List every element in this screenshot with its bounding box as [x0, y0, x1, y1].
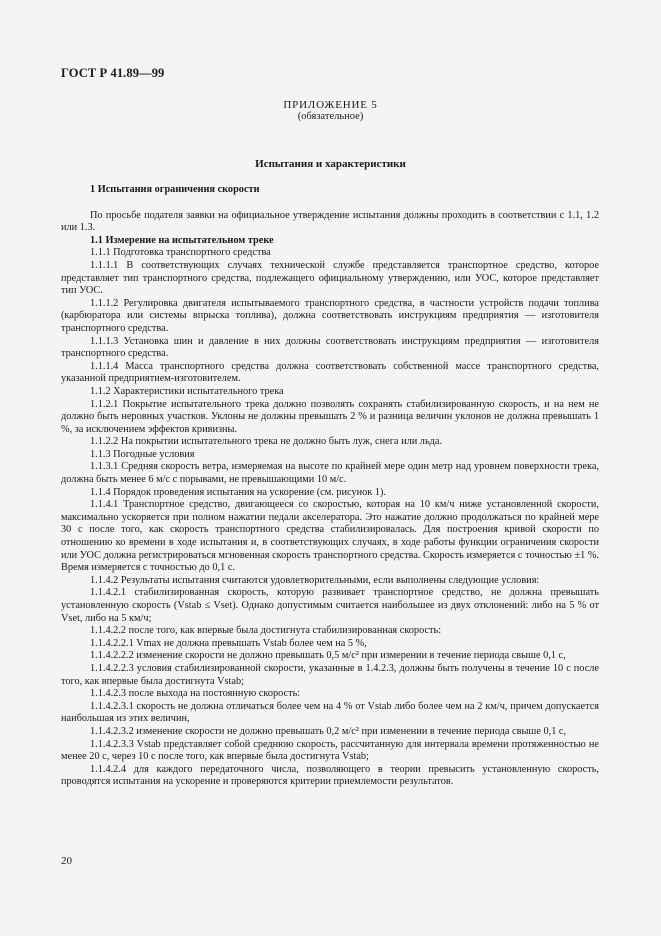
paragraph: 1.1.3 Погодные условия [90, 448, 195, 460]
paragraph: 1.1.4.2.2.1 Vmax не должна превышать Vstab более чем на 5 %, [90, 637, 367, 649]
paragraph: По просьбе подателя заявки на официальное утверждение испытания должны проходить в соответствии с 1.1, 1.2 или 1.3. [61, 209, 599, 234]
paragraph: 1.1.4.2.4 для каждого передаточного числа, позволяющего в теории превысить установленную скорость, проводятся испытания на ускорение и проверяются критерии приемлемости результатов. [61, 763, 599, 788]
page-number: 20 [61, 855, 72, 867]
paragraph: 1.1.3.1 Средняя скорость ветра, измеряемая на высоте по крайней мере один метр над уровнем поверхности трека, должна быть менее 6 м/с с порывами, не превышающими 10 м/с. [61, 461, 599, 486]
paragraph: 1.1.4.2.2.3 условия стабилизированной скорости, указанные в 1.4.2.3, должны быть получены в течение 10 с после того, как впервые была достигнута Vstab; [61, 662, 599, 687]
paragraph: 1.1.2.1 Покрытие испытательного трека должно позволять сохранять стабилизированную скорость, и на нем не должно быть неровных участков. Уклоны не должны превышать 2 % и разница величин уклонов не должна превышать 1 %, за исключением эффектов кривизны. [61, 398, 599, 435]
paragraph: 1.1.4.1 Транспортное средство, двигающееся со скоростью, которая на 10 км/ч ниже установленной скорости, максимально ускоряется при полном нажатии педали акселератора. Это нажатие должно продолжаться по крайней мере 30 с после того, как скорость транспортного средства стабилизировалась. Для построения кривой скорости по отношению ко времени в ходе испытания и, в соответствующих случаях, в ходе работы функции ограничения скорости или УОС должна регистрироваться мгновенная скорость транспортного средства. Скорость измеряется с точностью ±1 %. Время измеряется с точностью до 0,1 с. [61, 499, 599, 574]
paragraph: 1.1.1 Подготовка транспортного средства [90, 247, 271, 259]
body-text [61, 184, 599, 789]
standard-header: ГОСТ Р 41.89—99 [61, 66, 165, 80]
paragraph: 1.1.4.2.2.2 изменение скорости не должно превышать 0,5 м/с² при измерении в течение периода свыше 0,1 с, [90, 650, 566, 662]
paragraph: 1.1.4.2.3.3 Vstab представляет собой среднюю скорость, рассчитанную для интервала времени протяженностью не менее 20 с, через 10 с после того, как впервые была достигнута Vstab; [61, 738, 599, 763]
paragraph: 1.1.4.2 Результаты испытания считаются удовлетворительными, если выполнены следующие условия: [90, 574, 540, 586]
paragraph: 1.1.2 Характеристики испытательного трека [90, 385, 284, 397]
paragraph: 1.1.4.2.1 стабилизированная скорость, которую развивает транспортное средство, не должна превышать установленную скорость (Vstab ≤ Vset). Однако допустимым считается наибольшее из двух отклонений: либо на 5 % от Vset, либо на 5 км/ч; [61, 587, 599, 624]
appendix-title: ПРИЛОЖЕНИЕ 5 [283, 99, 378, 111]
paragraph: 1.1.2.2 На покрытии испытательного трека не должно быть луж, снега или льда. [90, 436, 443, 448]
paragraph: 1.1.4.2.3 после выхода на постоянную скорость: [90, 688, 301, 700]
appendix-note: (обязательное) [297, 111, 364, 122]
paragraph: 1.1.1.4 Масса транспортного средства должна соответствовать собственной массе транспортного средства, указанной предприятием-изготовителем. [61, 360, 599, 385]
paragraph: 1.1.4 Порядок проведения испытания на ускорение (см. рисунок 1). [90, 486, 386, 498]
paragraph: 1.1.1.2 Регулировка двигателя испытываемого транспортного средства, в частности устройств подачи топлива (карбюратора или системы впрыска топлива), должна соответствовать инструкциям предприятия — изготовителя транспортного средства. [61, 297, 599, 334]
paragraph-heading: 1.1 Измерение на испытательном треке [90, 234, 274, 246]
paragraph: 1.1.1.3 Установка шин и давление в них должны соответствовать инструкциям предприятия — изготовителя транспортного средства. [61, 335, 599, 360]
section-title: Испытания и характеристики [255, 158, 406, 170]
paragraph: 1.1.4.2.3.2 изменение скорости не должно превышать 0,2 м/с² при изменении в течение периода свыше 0,1 с, [90, 725, 567, 737]
paragraph: 1.1.4.2.3.1 скорость не должна отличаться более чем на 4 % от Vstab либо более чем на 2 км/ч, причем допускается наибольшая из этих величин, [61, 700, 599, 725]
paragraph-heading: 1 Испытания ограничения скорости [90, 184, 260, 195]
paragraph: 1.1.4.2.2 после того, как впервые была достигнута стабилизированная скорость: [90, 625, 442, 637]
paragraph: 1.1.1.1 В соответствующих случаях технической службе представляется транспортное средство, которое представляет тип транспортного средства, подлежащего официальному утверждению, или УОС, которое представляет тип УОС. [61, 259, 599, 297]
